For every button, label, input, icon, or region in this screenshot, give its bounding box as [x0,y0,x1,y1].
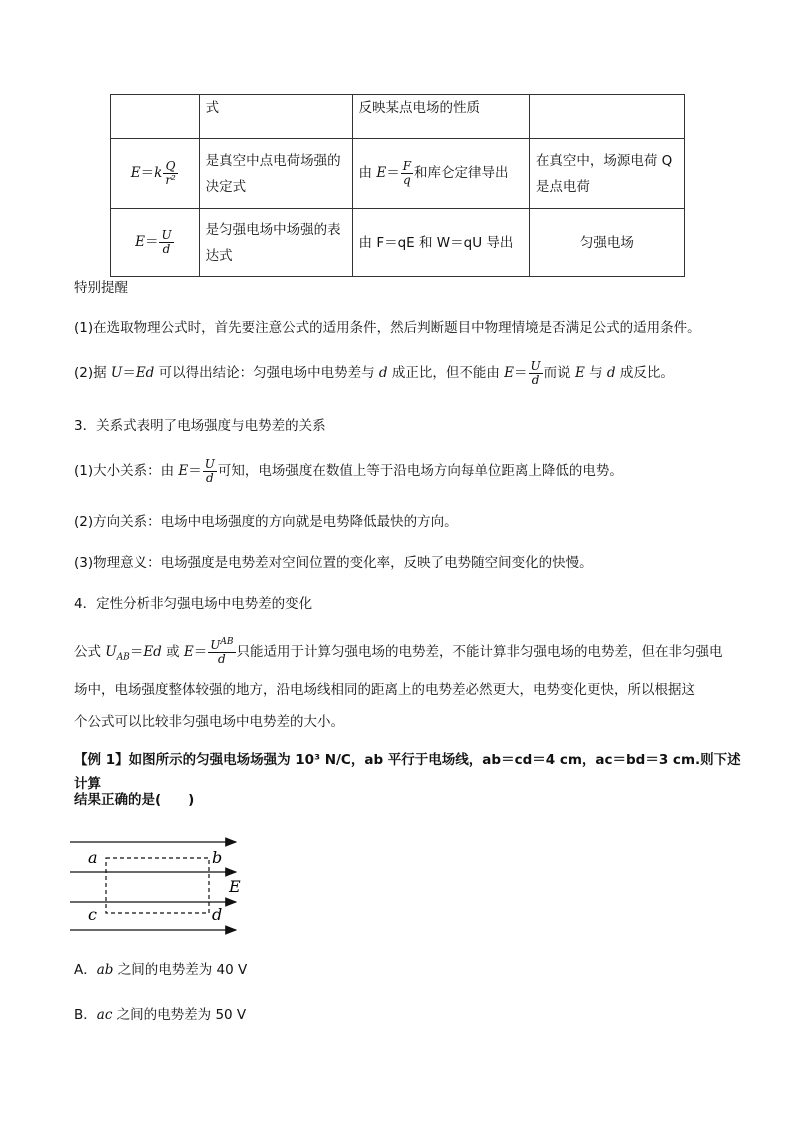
section-3-item-2: (2)方向关系：电场中电场强度的方向就是电势降低最快的方向。 [74,514,458,530]
point-a-label: a [88,848,98,867]
table-row [111,95,685,139]
table-cell: 是匀强电场中场强的表达式 [199,209,352,277]
fraction: $\frac{U}{d}$ [530,359,541,387]
formula-cell: E＝k $\frac{Q}{\text{r²}}$ [111,139,200,209]
table-cell: 匀强电场 [529,209,684,277]
option-b[interactable]: B．ac 之间的电势差为 50 V [74,1007,247,1023]
table-cell: 在真空中，场源电荷 Q 是点电荷 [529,139,684,209]
electric-field-diagram [66,832,256,942]
point-b-label: b [212,848,223,867]
tips-title: 特别提醒 [74,280,128,296]
table-cell [111,95,200,139]
section-4-paragraph: 公式 $U_{AB}=Ed$ 或 E＝ $\frac{U^{AB}}{d}$ 只能适用于计算匀强电场的电势差，不能计算非匀强电场的电势差，但在非匀强电 场中，电场强度整体较强的地方，沿电场线相同的距离上的电势差必然更大，电势变化更快，所以根据这 个公式可以比较非匀强电场中电势差的大小。 [74,637,723,730]
table-cell [529,95,684,139]
fraction: $\frac{F}{q}$ [402,159,412,187]
section-3-item-3: (3)物理意义：电场强度是电势差对空间位置的变化率，反映了电势随空间变化的快慢。 [74,555,593,571]
table-row [111,139,685,209]
formula-table [110,94,685,277]
table-cell: 反映某点电场的性质 [352,95,529,139]
formula-cell: E＝ $\frac{U}{d}$ [111,209,200,277]
fraction: $\frac{Q}{\text{r²}}$ [165,159,176,187]
dashed-rectangle [106,858,209,913]
section-3-heading: 3．关系式表明了电场强度与电势差的关系 [74,418,326,434]
point-d-label: d [212,905,223,924]
example-question-line2: 结果正确的是( ) [74,792,195,808]
fraction: $\frac{U}{d}$ [161,228,172,256]
section-3-item-1: (1)大小关系：由 E＝ $\frac{U}{d}$ 可知，电场强度在数值上等于沿电场方向每单位距离上降低的电势。 [74,457,623,485]
fraction: $\frac{U}{d}$ [204,457,215,485]
table-row [111,209,685,277]
tip-2: (2)据 U＝Ed 可以得出结论：匀强电场中电势差与 d 成正比，但不能由 E＝ $\frac{U}{d}$ 而说 E 与 d 成反比。 [74,359,674,387]
option-a[interactable]: A．ab 之间的电势差为 40 V [74,962,248,978]
tip-1: (1)在选取物理公式时，首先要注意公式的适用条件，然后判断题目中物理情境是否满足公式的适用条件。 [74,320,701,336]
example-question: 【例 1】如图所示的匀强电场场强为 10³ N/C，ab 平行于电场线，ab＝cd＝4 cm，ac＝bd＝3 cm.则下述计算 [74,752,741,792]
fraction: $\frac{U^{AB}}{d}$ [210,637,234,666]
table-cell: 由 E＝ $\frac{F}{q}$ 和库仑定律导出 [352,139,529,209]
section-4-heading: 4．定性分析非匀强电场中电势差的变化 [74,596,313,612]
table-cell: 式 [199,95,352,139]
field-E-label: E [229,877,241,896]
table-cell: 由 F＝qE 和 W＝qU 导出 [352,209,529,277]
table-cell: 是真空中点电荷场强的决定式 [199,139,352,209]
example-tag: 【例 1】 [74,752,129,768]
point-c-label: c [88,905,97,924]
